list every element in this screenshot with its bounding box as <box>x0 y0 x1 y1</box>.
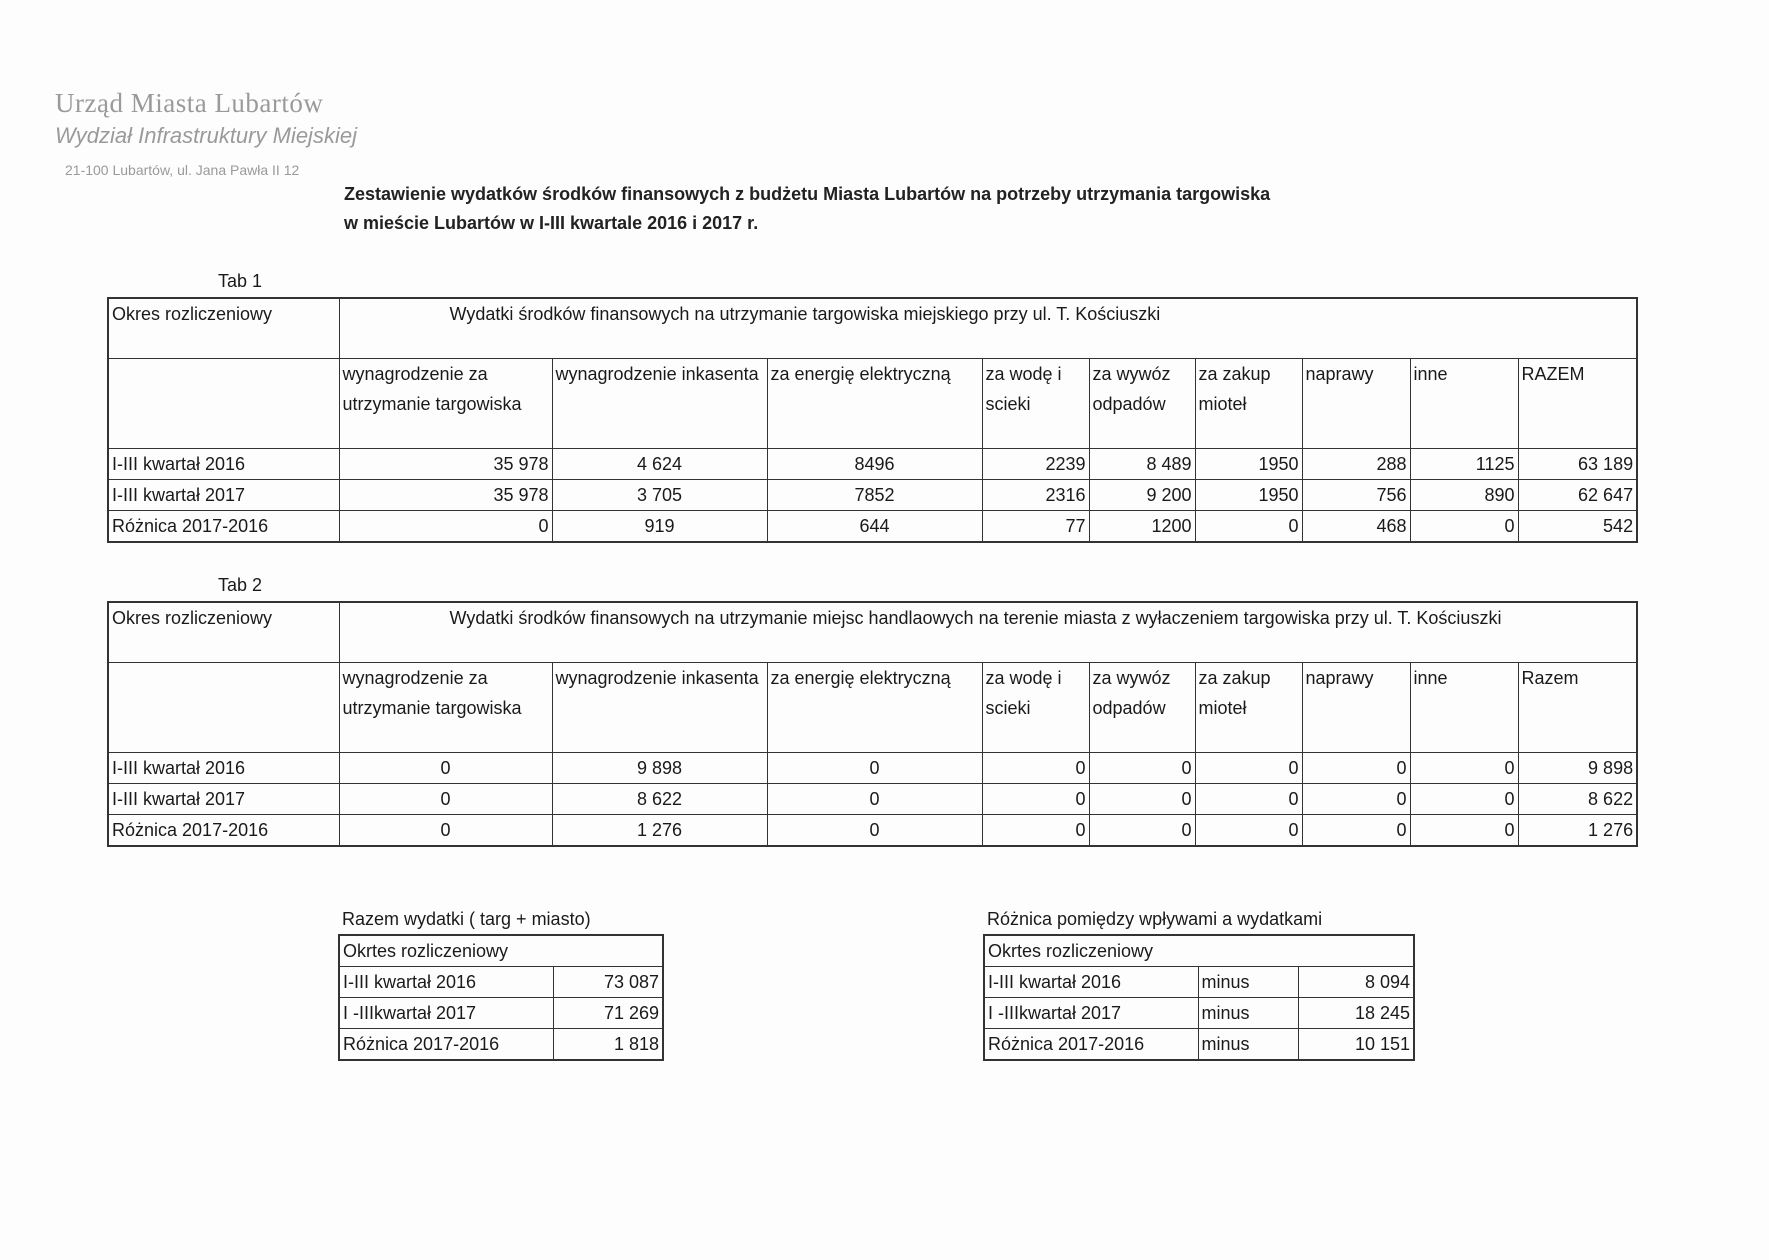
row-label: I-III kwartał 2017 <box>108 783 339 814</box>
tab2-table <box>107 601 1638 847</box>
summary-diff-caption: Różnica pomiędzy wpływami a wydatkami <box>987 909 1323 929</box>
tab1-period-header: Okres rozliczeniowy <box>108 298 339 358</box>
row-label: I -IIIkwartał 2017 <box>339 998 553 1029</box>
table-cell: 1200 <box>1089 510 1195 542</box>
table-cell: 0 <box>767 783 982 814</box>
table-cell: 8 489 <box>1089 448 1195 479</box>
title-line-2: w mieście Lubartów w I-III kwartale 2016 i 2017 r. <box>344 213 759 233</box>
tab2-column-header-row <box>108 662 1637 752</box>
table-cell: 0 <box>1089 783 1195 814</box>
row-label: Różnica 2017-2016 <box>108 510 339 542</box>
table-cell: 18 245 <box>1298 998 1414 1029</box>
table-cell: 0 <box>982 752 1089 783</box>
office-stamp <box>55 88 357 179</box>
tab2-col-header: naprawy <box>1302 662 1410 752</box>
table-cell: 0 <box>1195 510 1302 542</box>
table-cell: 0 <box>339 510 552 542</box>
tab1-col-header: inne <box>1410 358 1518 448</box>
table-cell: 63 189 <box>1518 448 1637 479</box>
tab1-col-header: wynagrodzenie inkasenta <box>552 358 767 448</box>
table-cell: 0 <box>1410 752 1518 783</box>
table-cell: 3 705 <box>552 479 767 510</box>
table-cell: 8 094 <box>1298 967 1414 998</box>
table-cell: 0 <box>767 752 982 783</box>
row-label: I-III kwartał 2016 <box>984 967 1198 998</box>
table-cell: 71 269 <box>553 998 663 1029</box>
table-cell: 8496 <box>767 448 982 479</box>
table-row <box>108 783 1637 814</box>
table-cell: 1950 <box>1195 479 1302 510</box>
row-label: Różnica 2017-2016 <box>339 1029 553 1061</box>
table-cell: 9 898 <box>552 752 767 783</box>
row-label: I-III kwartał 2016 <box>108 752 339 783</box>
table-cell: 0 <box>1089 814 1195 846</box>
table-cell: 0 <box>982 814 1089 846</box>
table-row <box>984 1029 1414 1061</box>
tab1-caption: Tab 1 <box>218 271 263 291</box>
summary-diff-header: Okrtes rozliczeniowy <box>984 935 1414 967</box>
table-cell: 542 <box>1518 510 1637 542</box>
table-row <box>108 814 1637 846</box>
stamp-office-name: Urząd Miasta Lubartów <box>55 88 324 118</box>
table-cell: 0 <box>339 783 552 814</box>
table-cell: 0 <box>767 814 982 846</box>
table-cell: 0 <box>1089 752 1195 783</box>
tab1-col-header: za energię elektryczną <box>767 358 982 448</box>
table-cell: 2316 <box>982 479 1089 510</box>
table-row <box>108 752 1637 783</box>
table-cell: 0 <box>1410 510 1518 542</box>
tab2-col-header: wynagrodzenie inkasenta <box>552 662 767 752</box>
summary-diff-header-row <box>984 935 1414 967</box>
table-cell: 9 200 <box>1089 479 1195 510</box>
table-cell: 2239 <box>982 448 1089 479</box>
title-line-1: Zestawienie wydatków środków finansowych z budżetu Miasta Lubartów na potrzeby utrzymania targowiska <box>344 184 1271 204</box>
tab2-col-header: Razem <box>1518 662 1637 752</box>
table-row <box>339 998 663 1029</box>
tab2-col-header: za wywóz odpadów <box>1089 662 1195 752</box>
tab2-col-header: za zakup mioteł <box>1195 662 1302 752</box>
table-row <box>108 510 1637 542</box>
table-cell: 1950 <box>1195 448 1302 479</box>
table-cell: 0 <box>1302 814 1410 846</box>
tab1-table <box>107 297 1638 543</box>
tab1-col-header: za wodę i scieki <box>982 358 1089 448</box>
table-cell: 0 <box>1410 783 1518 814</box>
stamp-address: 21-100 Lubartów, ul. Jana Pawła II 12 <box>65 162 300 178</box>
table-row <box>339 967 663 998</box>
sign-cell: minus <box>1198 1029 1298 1061</box>
table-cell: 8 622 <box>552 783 767 814</box>
table-cell: 10 151 <box>1298 1029 1414 1061</box>
sign-cell: minus <box>1198 967 1298 998</box>
tab1-col-header: za zakup mioteł <box>1195 358 1302 448</box>
table-cell: 0 <box>1195 783 1302 814</box>
table-cell: 0 <box>1302 752 1410 783</box>
table-cell: 0 <box>1195 814 1302 846</box>
tab2-blank-header <box>108 662 339 752</box>
table-row <box>339 1029 663 1061</box>
row-label: I-III kwartał 2016 <box>339 967 553 998</box>
table-cell: 73 087 <box>553 967 663 998</box>
table-cell: 0 <box>339 814 552 846</box>
table-cell: 0 <box>982 783 1089 814</box>
row-label: I-III kwartał 2016 <box>108 448 339 479</box>
table-cell: 1125 <box>1410 448 1518 479</box>
table-cell: 77 <box>982 510 1089 542</box>
table-cell: 8 622 <box>1518 783 1637 814</box>
table-cell: 890 <box>1410 479 1518 510</box>
table-cell: 7852 <box>767 479 982 510</box>
summary-total-header: Okrtes rozliczeniowy <box>339 935 663 967</box>
table-cell: 644 <box>767 510 982 542</box>
tab2-col-header: inne <box>1410 662 1518 752</box>
tab2-period-header: Okres rozliczeniowy <box>108 602 339 662</box>
row-label: I -IIIkwartał 2017 <box>984 998 1198 1029</box>
summary-total-header-row <box>339 935 663 967</box>
table-cell: 1 276 <box>1518 814 1637 846</box>
tab1-col-header: za wywóz odpadów <box>1089 358 1195 448</box>
tab2-caption: Tab 2 <box>218 575 263 595</box>
row-label: I-III kwartał 2017 <box>108 479 339 510</box>
table-cell: 9 898 <box>1518 752 1637 783</box>
table-cell: 4 624 <box>552 448 767 479</box>
tab2-title-row <box>108 602 1637 662</box>
table-cell: 0 <box>1302 783 1410 814</box>
table-cell: 288 <box>1302 448 1410 479</box>
row-label: Różnica 2017-2016 <box>984 1029 1198 1061</box>
document-title <box>344 180 1444 238</box>
tab2-col-header: za wodę i scieki <box>982 662 1089 752</box>
table-cell: 0 <box>1195 752 1302 783</box>
tab2-col-header: za energię elektryczną <box>767 662 982 752</box>
table-cell: 919 <box>552 510 767 542</box>
tab1-col-header: wynagrodzenie za utrzymanie targowiska <box>339 358 552 448</box>
table-cell: 0 <box>1410 814 1518 846</box>
table-row <box>108 479 1637 510</box>
row-label: Różnica 2017-2016 <box>108 814 339 846</box>
stamp-department: Wydział Infrastruktury Miejskiej <box>55 123 357 148</box>
table-row <box>984 998 1414 1029</box>
table-cell: 756 <box>1302 479 1410 510</box>
summary-total-caption: Razem wydatki ( targ + miasto) <box>342 909 591 929</box>
tab1-column-header-row <box>108 358 1637 448</box>
sign-cell: minus <box>1198 998 1298 1029</box>
tab1-col-header: naprawy <box>1302 358 1410 448</box>
table-cell: 468 <box>1302 510 1410 542</box>
tab1-col-header: RAZEM <box>1518 358 1637 448</box>
summary-diff-table <box>983 934 1415 1061</box>
tab1-title-row <box>108 298 1637 358</box>
summary-total-table <box>338 934 664 1061</box>
table-cell: 62 647 <box>1518 479 1637 510</box>
table-row <box>108 448 1637 479</box>
table-cell: 1 276 <box>552 814 767 846</box>
table-row <box>984 967 1414 998</box>
table-cell: 35 978 <box>339 479 552 510</box>
tab1-blank-header <box>108 358 339 448</box>
table-cell: 35 978 <box>339 448 552 479</box>
table-cell: 1 818 <box>553 1029 663 1061</box>
tab2-section-title: Wydatki środków finansowych na utrzymanie miejsc handlaowych na terenie miasta z wyłaczeniem targowiska przy ul. T. Kościuszki <box>339 602 1637 662</box>
tab1-section-title: Wydatki środków finansowych na utrzymanie targowiska miejskiego przy ul. T. Kościuszki <box>339 298 1637 358</box>
table-cell: 0 <box>339 752 552 783</box>
tab2-col-header: wynagrodzenie za utrzymanie targowiska <box>339 662 552 752</box>
